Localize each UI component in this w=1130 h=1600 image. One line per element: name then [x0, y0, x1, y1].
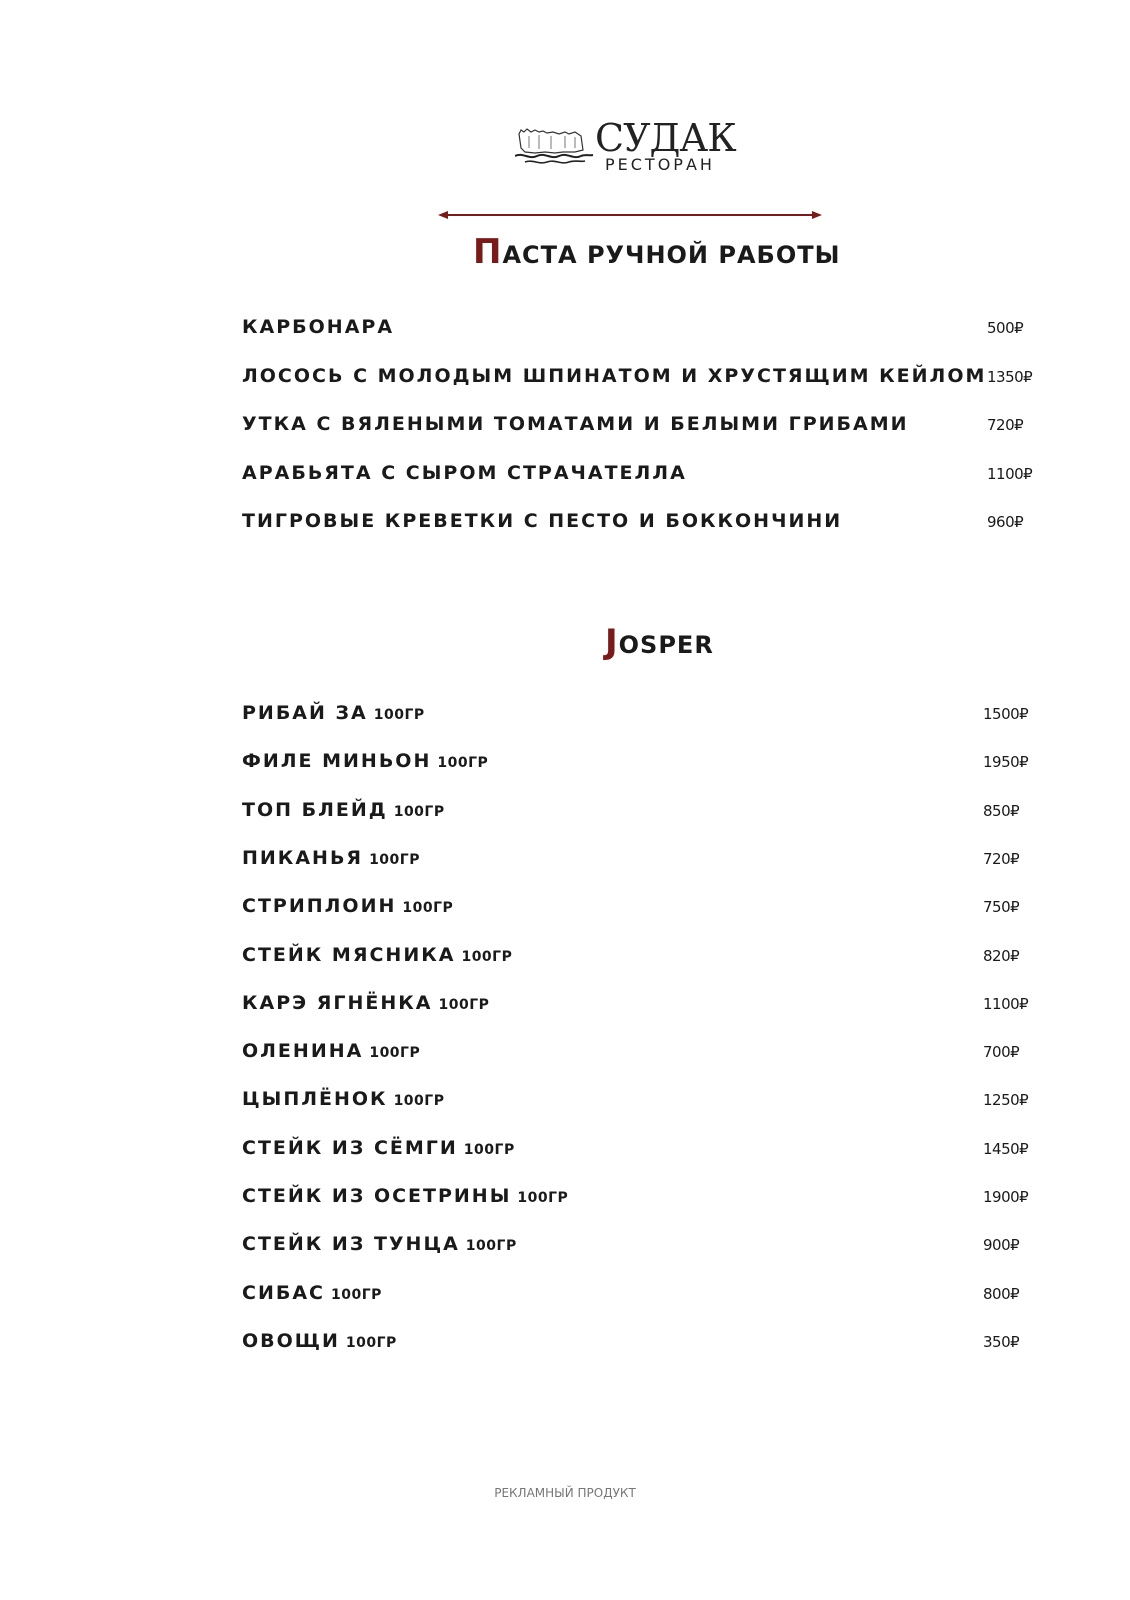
dish-title: РИБАЙ ЗА: [242, 702, 368, 724]
menu-item: [242, 990, 1052, 1030]
dish-weight: 100ГР: [438, 996, 490, 1013]
dish-title: СИБАС: [242, 1281, 325, 1304]
menu-item: [242, 508, 1052, 548]
dish-weight: 100ГР: [465, 1238, 517, 1255]
menu-item: [242, 1328, 1052, 1368]
section-title-text: OSPER: [618, 631, 714, 659]
dish-name: [242, 748, 488, 776]
dish-name: [242, 460, 687, 486]
dish-price: 820₽: [983, 946, 1020, 965]
dish-title: ТИГРОВЫЕ КРЕВЕТКИ С ПЕСТО И БОККОНЧИНИ: [242, 510, 843, 532]
menu-item: [242, 942, 1052, 982]
dish-price: 750₽: [983, 898, 1020, 917]
dish-price: 700₽: [983, 1043, 1020, 1062]
dish-name: [242, 1328, 397, 1356]
menu-item: [242, 363, 1052, 403]
dish-title: СТЕЙК ИЗ ТУНЦА: [242, 1233, 460, 1256]
dish-price: 960₽: [987, 513, 1024, 531]
dish-weight: 100ГР: [463, 1141, 515, 1158]
dish-weight: 100ГР: [393, 1093, 445, 1110]
dish-name: [242, 508, 842, 534]
dish-weight: 100ГР: [402, 900, 454, 917]
dish-price: 720₽: [983, 849, 1020, 868]
dish-price: 1950₽: [983, 753, 1029, 772]
dish-title: УТКА С ВЯЛЕНЫМИ ТОМАТАМИ И БЕЛЫМИ ГРИБАМИ: [242, 413, 909, 435]
menu-item: [242, 1280, 1052, 1320]
dish-price: 500₽: [987, 319, 1024, 337]
dish-price: 1100₽: [983, 994, 1029, 1013]
dish-title: АРАБЬЯТА С СЫРОМ СТРАЧАТЕЛЛА: [242, 461, 687, 484]
menu-item: [242, 1086, 1052, 1126]
dish-price: 1500₽: [983, 705, 1029, 723]
dish-price: 1100₽: [987, 464, 1033, 483]
dish-name: [242, 845, 420, 873]
restaurant-logo: [515, 118, 735, 180]
dish-name: [242, 1183, 568, 1211]
section-title-initial: П: [473, 232, 503, 272]
menu-item: [242, 797, 1052, 837]
dish-title: СТЕЙК МЯСНИКА: [242, 943, 456, 966]
dish-price: 1350₽: [987, 367, 1033, 386]
dish-weight: 100ГР: [369, 1045, 421, 1062]
dish-name: [242, 1231, 517, 1259]
dish-title: СТЕЙК ИЗ СЁМГИ: [242, 1136, 458, 1159]
dish-weight: 100ГР: [330, 1286, 382, 1303]
dish-price: 800₽: [983, 1284, 1020, 1303]
menu-item: [242, 460, 1052, 500]
dish-title: СТРИПЛОИН: [242, 895, 397, 918]
dish-title: ОЛЕНИНА: [242, 1040, 364, 1063]
dish-weight: 100ГР: [345, 1334, 397, 1351]
section-divider: [438, 210, 822, 220]
menu-item: [242, 1135, 1052, 1175]
dish-title: ОВОЩИ: [242, 1329, 340, 1352]
dish-weight: 100ГР: [369, 851, 420, 868]
dish-name: [242, 1280, 382, 1308]
dish-price: 1450₽: [983, 1139, 1029, 1158]
dish-weight: 100ГР: [517, 1190, 569, 1206]
section-title-josper: [605, 622, 714, 662]
dish-price: 1900₽: [983, 1188, 1029, 1206]
dish-price: 720₽: [987, 416, 1024, 434]
dish-name: [242, 942, 512, 970]
dish-name: [242, 363, 986, 389]
menu-item: [242, 1183, 1052, 1223]
dish-price: 850₽: [983, 801, 1020, 820]
section-title-initial: J: [605, 622, 619, 662]
dish-title: ЛОСОСЬ С МОЛОДЫМ ШПИНАТОМ И ХРУСТЯЩИМ КЕЙЛОМ: [242, 364, 987, 387]
dish-title: ФИЛЕ МИНЬОН: [242, 750, 432, 773]
dish-price: 1250₽: [983, 1091, 1029, 1110]
dish-title: СТЕЙК ИЗ ОСЕТРИНЫ: [242, 1185, 512, 1207]
dish-name: [242, 1086, 444, 1114]
dish-name: [242, 1038, 420, 1066]
dish-name: [242, 893, 453, 921]
dish-name: [242, 314, 394, 340]
menu-item: [242, 1231, 1052, 1271]
section-title-text: АСТА РУЧНОЙ РАБОТЫ: [502, 241, 841, 269]
dish-name: [242, 700, 425, 728]
menu-item: [242, 700, 1052, 740]
dish-title: ТОП БЛЕЙД: [242, 798, 388, 821]
dish-name: [242, 990, 489, 1018]
logo-subtitle: РЕСТОРАН: [605, 155, 715, 174]
menu-item: [242, 845, 1052, 885]
section-title-pasta: [473, 232, 840, 272]
dish-name: [242, 797, 445, 825]
menu-item: [242, 1038, 1052, 1078]
dish-title: ЦЫПЛЁНОК: [242, 1088, 388, 1111]
dish-weight: 100ГР: [373, 707, 425, 723]
dish-weight: 100ГР: [461, 948, 513, 965]
footer-note: РЕКЛАМНЫЙ ПРОДУКТ: [494, 1486, 636, 1500]
menu-item: [242, 314, 1052, 354]
dish-name: [242, 411, 909, 437]
dish-name: [242, 1135, 515, 1163]
fortress-wave-icon: [515, 126, 595, 170]
menu-item: [242, 893, 1052, 933]
menu-item: [242, 748, 1052, 788]
dish-title: КАРБОНАРА: [242, 316, 395, 338]
logo-name: СУДАК: [595, 116, 736, 160]
dish-title: ПИКАНЬЯ: [242, 846, 364, 869]
dish-price: 350₽: [983, 1332, 1020, 1351]
dish-weight: 100ГР: [393, 803, 445, 820]
dish-title: КАРЭ ЯГНЁНКА: [242, 991, 433, 1014]
dish-weight: 100ГР: [437, 755, 489, 772]
menu-item: [242, 411, 1052, 451]
dish-price: 900₽: [983, 1236, 1020, 1255]
